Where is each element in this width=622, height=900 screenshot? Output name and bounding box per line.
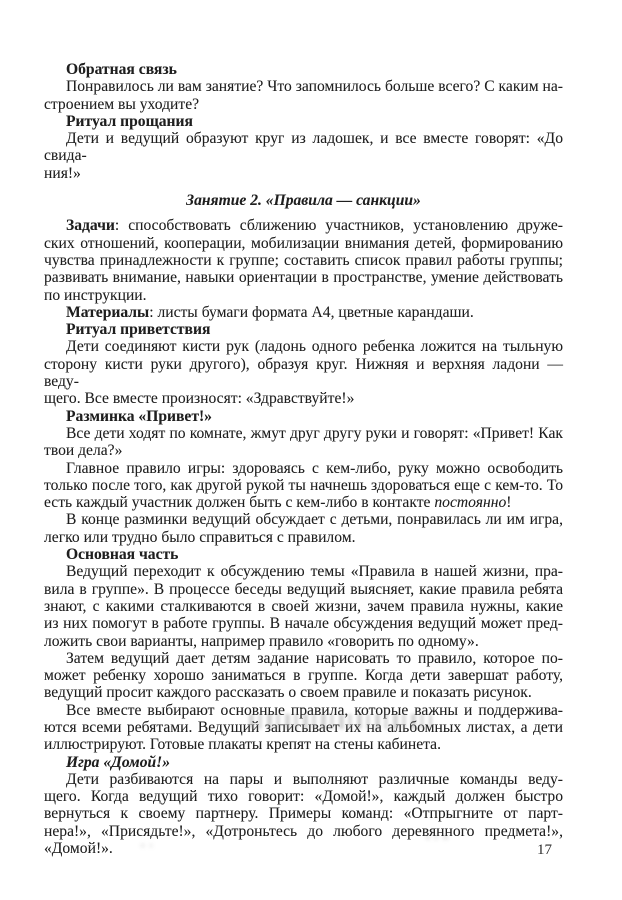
text-line: иллюстрируют. Готовые плакаты крепят на стены кабинета.	[44, 736, 441, 754]
paragraph	[44, 460, 563, 512]
text-line: Все дети ходят по комнате, жмут друг другу руки и говорят: «Привет! Как	[66, 424, 563, 442]
paragraph	[44, 563, 563, 649]
text-line: знают, с какими сталкиваются в своей жизни, зачем правила нужны, какие	[44, 597, 563, 615]
text-line: щего. Все вместе произносят: «Здравствуйте!»	[44, 390, 355, 408]
text-line: Ведущий переходит к обсуждению темы «Правила в нашей жизни, пра-	[66, 563, 563, 581]
heading: Ритуал прощания	[66, 112, 193, 130]
heading: Обратная связь	[66, 61, 177, 78]
paragraph	[44, 78, 563, 113]
text-line: Дети соединяют кисти рук (ладонь одного ребенка ложится на тыльную	[66, 338, 563, 356]
text-block	[44, 61, 563, 857]
text-line: вернуться к своему партнеру. Примеры команд: «Отпрыгните от парт-	[44, 805, 563, 823]
text-line: сторону кисти руки другого), образуя круг. Нижняя и верхняя ладони — веду-	[44, 355, 563, 391]
text-line: Главное правило игры: здороваясь с кем-либо, руку можно освободить	[66, 459, 563, 477]
text-line: только после того, как другой рукой ты начнешь здороваться еще с кем-то. То	[44, 476, 563, 494]
paragraph	[44, 771, 563, 857]
heading: Игра «Домой!»	[66, 753, 171, 771]
paragraph	[44, 217, 563, 303]
text-line: твои дела?»	[44, 442, 123, 460]
text-line: развивать внимание, навыки ориентации в пространстве, умение действовать	[44, 269, 563, 287]
text-line: вила в группе». В процессе беседы ведущий выясняет, какие правила ребята	[44, 580, 563, 598]
section-title: Занятие 2. «Правила — санкции»	[186, 192, 421, 210]
text-line: ются всеми ребятами. Ведущий записывает их на альбомных листах, а дети	[44, 718, 563, 736]
text-line: нера!», «Присядьте!», «Дотроньтесь до любого деревянного предмета!»,	[44, 822, 563, 840]
text-line: В конце разминки ведущий обсуждает с детьми, понравилась ли им игра,	[66, 511, 563, 529]
paragraph	[44, 338, 563, 407]
paragraph	[44, 130, 563, 182]
text-line: легко или трудно было справиться с правилом.	[44, 528, 356, 546]
text-line: Материалы: листы бумаги формата А4, цветные карандаши.	[66, 303, 474, 321]
text-line: «Домой!».	[44, 840, 113, 858]
heading: Основная часть	[66, 546, 179, 564]
text-line: ведущий просит каждого рассказать о своем правиле и показать рисунок.	[44, 684, 532, 702]
text-line: ских отношений, кооперации, мобилизации внимания детей, формированию	[44, 234, 563, 252]
text-line: Дети разбиваются на пары и выполняют различные команды веду-	[66, 770, 563, 788]
text-line: может ребенку хорошо заниматься в группе. Когда дети завершат работу,	[44, 667, 563, 685]
text-line: есть каждый участник должен быть с кем-либо в контакте постоянно!	[44, 494, 512, 512]
paragraph	[44, 304, 563, 321]
paragraph	[44, 650, 563, 702]
paragraph	[44, 425, 563, 460]
bleed-through-artifact	[249, 714, 432, 729]
bleed-through-artifact	[140, 843, 158, 848]
bleed-through-artifact	[425, 834, 451, 840]
text-line: Все вместе выбирают основные правила, которые важны и поддержива-	[66, 701, 563, 719]
text-line: ложить свои варианты, например правило «говорить по одному».	[44, 632, 479, 650]
text-line: строением вы уходите?	[44, 95, 200, 113]
heading: Разминка «Привет!»	[66, 407, 212, 425]
text-line: по инструкции.	[44, 286, 147, 304]
text-line: Понравилось ли вам занятие? Что запомнилось больше всего? С каким на-	[66, 78, 563, 96]
text-line: Задачи: способствовать сближению участников, установлению друже-	[66, 217, 563, 235]
text-line: Дети и ведущий образуют круг из ладошек, и все вместе говорят: «До свида-	[44, 130, 563, 165]
text-line: из них помогут в работе группы. В начале обсуждения ведущий может пред-	[44, 615, 563, 633]
paragraph	[44, 511, 563, 546]
text-line: ния!»	[44, 164, 81, 182]
text-line: щего. Когда ведущий тихо говорит: «Домой!», каждый должен быстро	[44, 788, 563, 806]
text-line: чувства принадлежности к группе; составить список правил работы группы;	[44, 251, 563, 269]
page-number: 17	[537, 842, 552, 858]
heading: Ритуал приветствия	[66, 321, 211, 339]
text-line: Затем ведущий дает детям задание нарисовать то правило, которое по-	[66, 649, 563, 667]
